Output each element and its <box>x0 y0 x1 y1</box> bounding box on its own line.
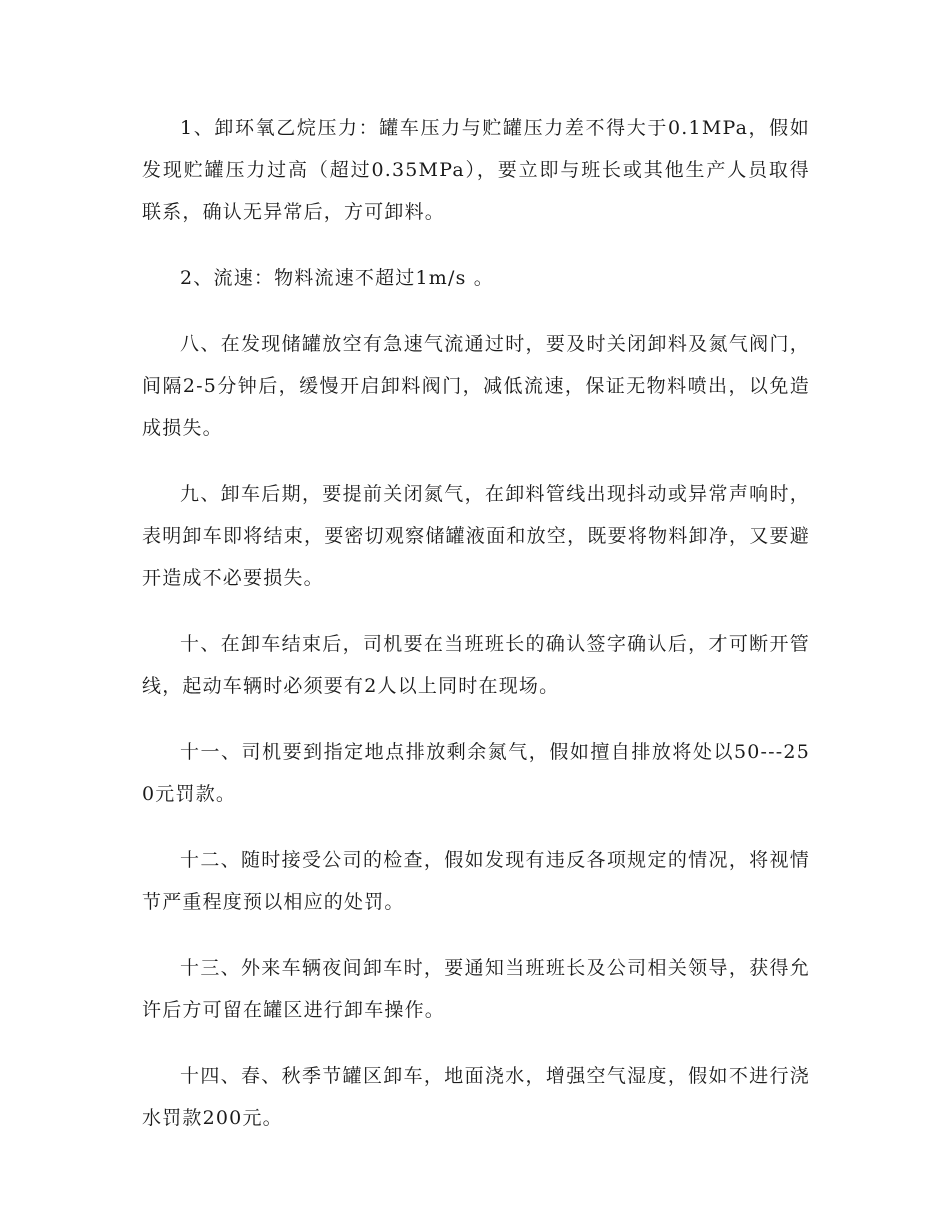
paragraph-unloading-pressure: 1、卸环氧乙烷压力：罐车压力与贮罐压力差不得大于0.1MPa，假如发现贮罐压力过高（超过0.35MPa），要立即与班长或其他生产人员取得联系，确认无异常后，方可卸料。 <box>142 117 810 223</box>
paragraph-item-14: 十四、春、秋季节罐区卸车，地面浇水，增强空气湿度，假如不进行浇水罚款200元。 <box>142 1065 810 1129</box>
paragraph-item-13: 十三、外来车辆夜间卸车时，要通知当班班长及公司相关领导，获得允许后方可留在罐区进行卸车操作。 <box>142 957 810 1021</box>
paragraph-item-12: 十二、随时接受公司的检查，假如发现有违反各项规定的情况，将视情节严重程度预以相应的处罚。 <box>142 849 810 913</box>
document-body <box>142 107 810 1163</box>
paragraph-item-9: 九、卸车后期，要提前关闭氮气，在卸料管线出现抖动或异常声响时，表明卸车即将结束，要密切观察储罐液面和放空，既要将物料卸净，又要避开造成不必要损失。 <box>142 483 810 589</box>
paragraph-item-11: 十一、司机要到指定地点排放剩余氮气，假如擅自排放将处以50---250元罚款。 <box>142 741 810 805</box>
paragraph-item-10: 十、在卸车结束后，司机要在当班班长的确认签字确认后，才可断开管线，起动车辆时必须要有2人以上同时在现场。 <box>142 633 810 697</box>
paragraph-flow-rate: 2、流速：物料流速不超过1m/s 。 <box>180 267 494 289</box>
paragraph-item-8: 八、在发现储罐放空有急速气流通过时，要及时关闭卸料及氮气阀门，间隔2-5分钟后，缓慢开启卸料阀门，减低流速，保证无物料喷出，以免造成损失。 <box>142 333 810 439</box>
